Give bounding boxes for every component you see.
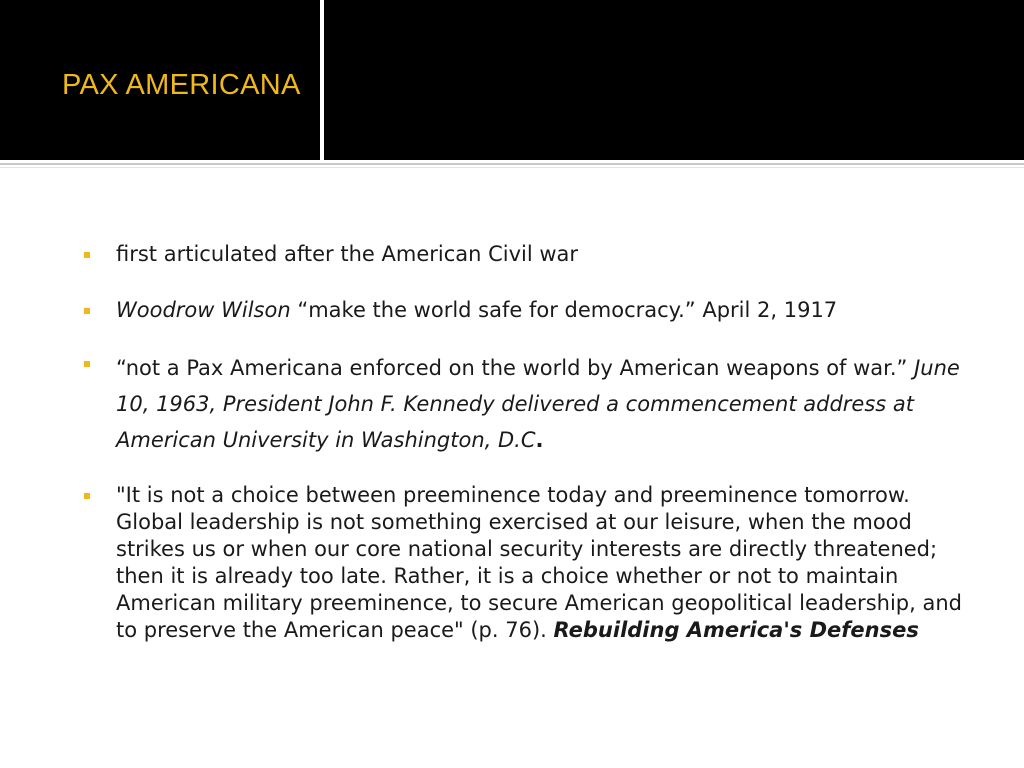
bullet-item	[84, 297, 974, 324]
bullet-plain-text: first articulated after the American Civil war	[116, 242, 579, 266]
bullet-marker-icon	[84, 252, 90, 258]
title-bar	[0, 0, 1024, 160]
bullet-bold-italic-text: Rebuilding America's Defenses	[553, 618, 919, 642]
header-rule-secondary	[0, 167, 1024, 168]
bullet-item	[84, 241, 974, 268]
bullet-item	[84, 482, 974, 644]
bullet-marker-icon	[84, 493, 90, 499]
bullet-marker-icon	[84, 308, 90, 314]
bullet-plain-text: “not a Pax Americana enforced on the world by American weapons of war.”	[116, 356, 915, 380]
bullet-text	[116, 482, 974, 644]
bullet-italic-text: June 10, 1963, President John F. Kennedy delivered a commencement address at American University in Washington, D.C	[116, 356, 960, 452]
bullet-italic-text: Woodrow Wilson	[116, 298, 291, 322]
bullet-text	[116, 350, 974, 458]
bullet-marker-icon	[84, 361, 90, 367]
bullet-plain-text: "It is not a choice between preeminence today and preeminence tomorrow. Global leadership is not something exercised at our leisure, when the mood strikes us or when our core national security interests are directly threatened; then it is already too late. Rather, it is a choice whether or not to maintain American military preeminence, to secure American geopolitical leadership, and to preserve the American peace" (p. 76).	[116, 483, 962, 642]
header-rule	[0, 163, 1024, 165]
bullet-text	[116, 241, 974, 268]
bullet-text	[116, 297, 974, 324]
bullet-end-text: .	[535, 428, 544, 452]
bullet-plain-text: “make the world safe for democracy.” April 2, 1917	[290, 298, 838, 322]
bullet-item	[84, 350, 974, 458]
title-vertical-divider	[320, 0, 324, 160]
slide-title: PAX AMERICANA	[62, 69, 301, 101]
